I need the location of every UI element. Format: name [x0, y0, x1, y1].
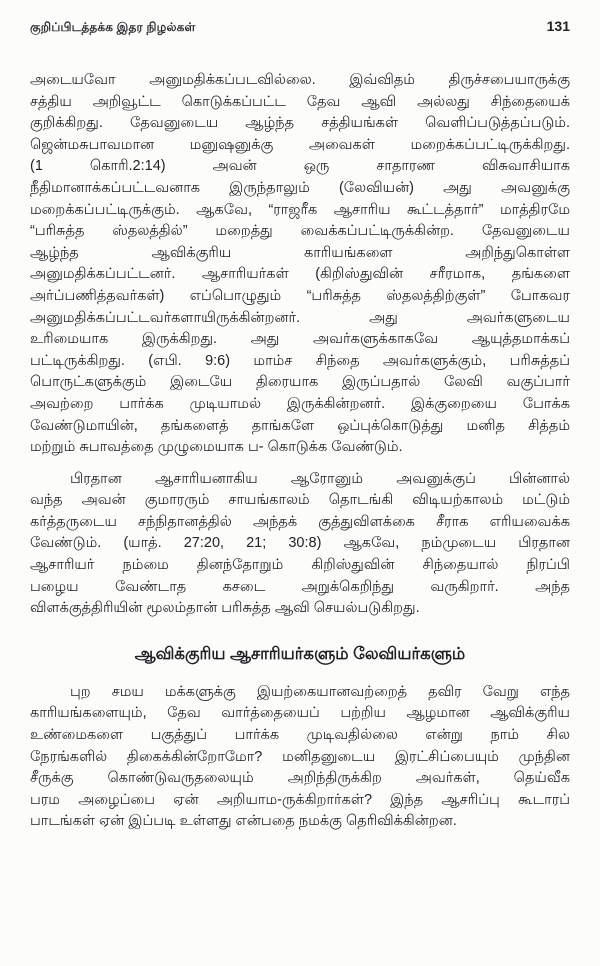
text-line: அர்ப்பணித்தவர்கள்) எப்பொழுதும் “பரிசுத்த ஸ்தலத்திற்குள்” போகவர: [30, 287, 570, 304]
paragraph: [30, 70, 570, 459]
text-line: உரிமையாக இருக்கிறது. அது அவர்களுக்காகவே ஆயுத்தமாக்கப்: [30, 331, 570, 348]
text-line: பட்டிருக்கிறது. (எபி. 9:6) மாம்ச சிந்தை அவர்களுக்கும், பரிசுத்தப்: [30, 352, 570, 369]
text-line: பிரதான ஆசாரியனாகிய ஆரோனும் அவனுக்குப் பின்னால்: [70, 470, 570, 487]
text-line: கர்த்தருடைய சந்நிதானத்தில் அந்தக் குத்துவிளக்கை சீராக எரியவைக்க: [30, 513, 570, 530]
paragraph: [30, 682, 570, 833]
text-line: விளக்குத்திரியின் மூலம்தான் பரிசுத்த ஆவி செயல்படுகிறது.: [30, 600, 420, 617]
text-line: காரியங்களையும், தேவ வார்த்தையைப் பற்றிய ஆழமான ஆவிக்குரிய: [30, 705, 570, 722]
text-line: குறிக்கிறது. தேவனுடைய ஆழ்ந்த சத்தியங்கள் வெளிப்படுத்தப்படும்.: [30, 115, 570, 132]
text-line: (1 கொரி.2:14) அவன் ஒரு சாதாரண விசுவாசியாக: [30, 158, 570, 175]
text-line: பரம அழைப்பை ஏன் அறியாம-ருக்கிறார்கள்? இந்த ஆசரிப்பு கூடாரப்: [30, 791, 570, 808]
text-line: சீருக்கு கொண்டுவருதலையும் அறிந்திருக்கிற அவர்கள், தெய்வீக: [30, 770, 570, 787]
paragraph: [30, 469, 570, 620]
text-line: உண்மைகளை பகுத்துப் பார்க்க முடிவதில்லை என்று நாம் சில: [30, 727, 570, 744]
running-header-title: குறிப்பிடத்தக்க இதர நிழல்கள்: [30, 20, 196, 34]
text-line: மறைக்கப்பட்டிருக்கும். ஆகவே, “ராஜரீக ஆசாரிய கூட்டத்தார்” மாத்திரமே: [30, 201, 570, 218]
text-line: பாடங்கள் ஏன் இப்படி உள்ளது என்பதை நமக்கு தெரிவிக்கின்றன.: [30, 813, 457, 830]
text-line: நேரங்களில் திகைக்கின்றோமோ? மனிதனுடைய இரட்சிப்பையும் முந்தின: [30, 748, 570, 765]
text-line: வேண்டுமாயின், தங்களைத் தாங்களே ஒப்புக்கொடுத்து மனித சித்தம்: [30, 417, 570, 434]
text-line: பொருட்களுக்கும் இடையே திரையாக இருப்பதால் லேவி வகுப்பார்: [30, 374, 570, 391]
text-line: ஆசாரியர் நம்மை தினந்தோறும் கிறிஸ்துவின் சிந்தையால் நிரப்பி: [30, 557, 570, 574]
text-line: சத்திய அறிவூட்ட கொடுக்கப்பட்ட தேவ ஆவி அல்லது சிந்தையைக்: [30, 93, 570, 110]
text-line: மற்றும் சுபாவத்தை முழுமையாக ப- கொடுக்க வேண்டும்.: [30, 439, 403, 456]
text-line: அனுமதிக்கப்பட்டவர்களாயிருக்கின்றனர். அது அவர்களுடைய: [30, 309, 570, 326]
page-header: [30, 18, 570, 36]
page-number: 131: [546, 18, 570, 34]
text-line: அடையவோ அனுமதிக்கப்படவில்லை. இவ்விதம் திருச்சபையாருக்கு: [30, 72, 570, 88]
text-line: புற சமய மக்களுக்கு இயற்கையானவற்றைத் தவிர வேறு எந்த: [70, 683, 570, 700]
text-line: வந்த அவன் குமாரரும் சாயங்காலம் தொடங்கி விடியற்காலம் மட்டும்: [30, 492, 570, 509]
text-line: ஆழ்ந்த ஆவிக்குரிய காரியங்களை அறிந்துகொள்ள: [30, 244, 570, 261]
text-line: அவற்றை பார்க்க முடியாமல் இருக்கின்றனர். இக்குறையை போக்க: [30, 395, 570, 412]
section-heading: ஆவிக்குரிய ஆசாரியர்களும் லேவியர்களும்: [134, 644, 466, 663]
text-line: வேண்டும். (யாத். 27:20, 21; 30:8) ஆகவே, நம்முடைய பிரதான: [30, 535, 570, 552]
body-text: [30, 70, 570, 833]
text-line: நீதிமானாக்கப்பட்டவனாக இருந்தாலும் (லேவியன்) அது அவனுக்கு: [30, 179, 570, 196]
text-line: “பரிசுத்த ஸ்தலத்தில்” மறைத்து வைக்கப்பட்டிருக்கின்ற. தேவனுடைய: [30, 223, 570, 240]
text-line: பழைய வேண்டாத கசடை அறுக்கெறிந்து வருகிறார். அந்த: [30, 578, 570, 595]
text-line: அனுமதிக்கப்பட்டனர். ஆசாரியர்கள் (கிறிஸ்துவின் சரீரமாக, தங்களை: [30, 266, 570, 283]
text-line: ஜென்மசுபாவமான மனுஷனுக்கு அவைகள் மறைக்கப்பட்டிருக்கிறது.: [30, 136, 570, 153]
